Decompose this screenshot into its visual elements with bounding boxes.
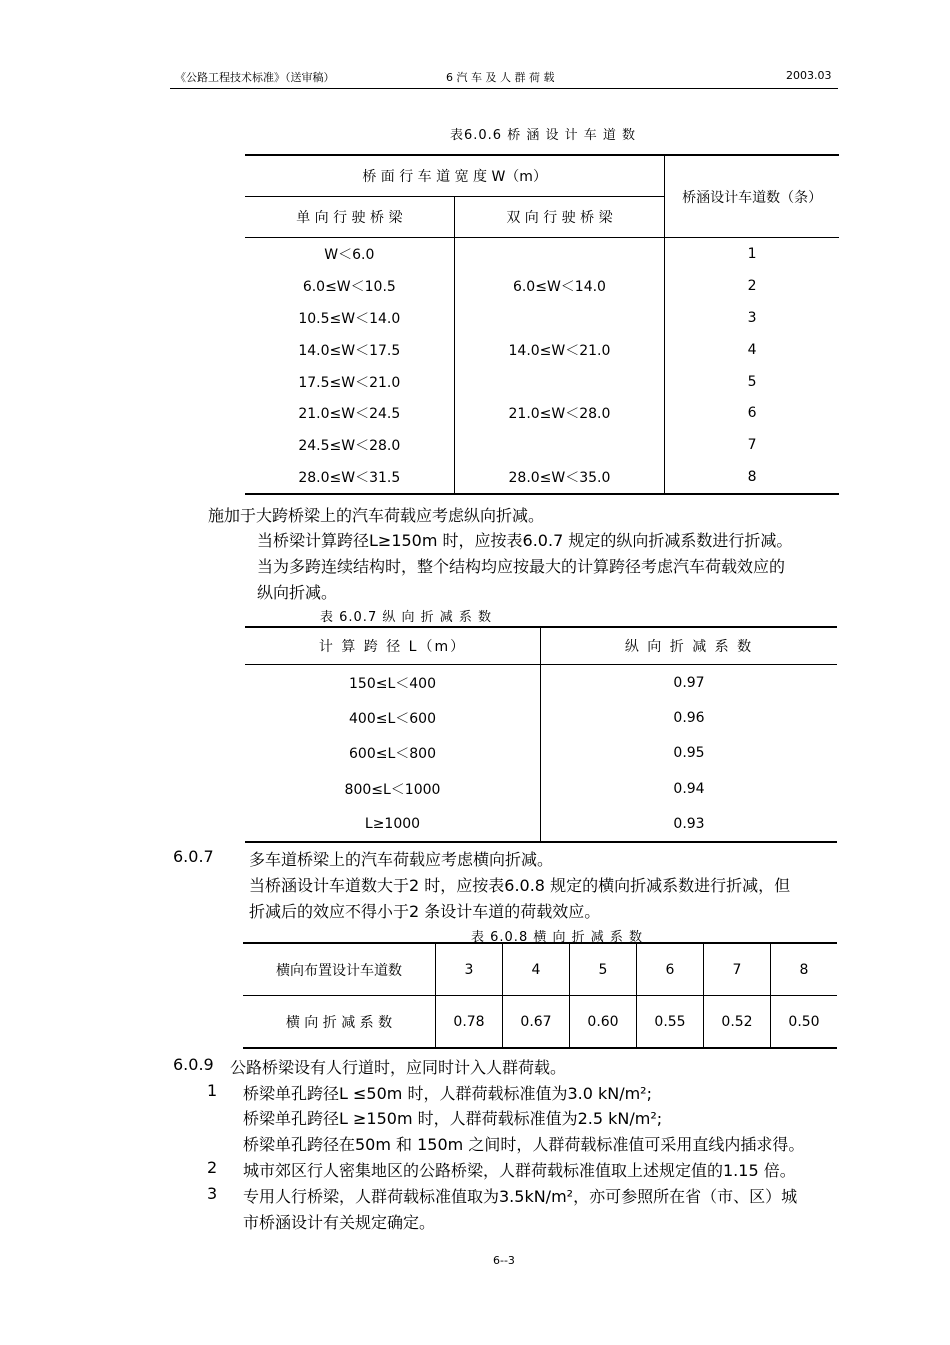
sec609-item1-line3: 桥梁单孔跨径在50m 和 150m 之间时，人群荷载标准值可采用直线内插求得。 [243, 1135, 805, 1154]
t606-double: 6.0≤W＜14.0 [454, 270, 665, 302]
t608-lane: 8 [771, 943, 838, 996]
t608-label-coef: 横 向 折 减 系 数 [285, 1014, 393, 1031]
t606-lanes: 7 [747, 437, 757, 454]
t606-single: 21.0≤W＜24.5 [245, 397, 454, 429]
t607-coef: 0.97 [673, 674, 705, 691]
t606-single: 17.5≤W＜21.0 [245, 366, 454, 398]
sec609-title: 公路桥梁设有人行道时，应同时计入人群荷载。 [230, 1058, 567, 1077]
sec609-item1-num: 1 [207, 1081, 218, 1100]
t607-span: 150≤L＜400 [245, 665, 541, 701]
t607-coef: 0.94 [673, 780, 705, 797]
t606-double [454, 238, 665, 270]
t607-span: 800≤L＜1000 [245, 771, 541, 806]
t606-single: 10.5≤W＜14.0 [245, 302, 454, 334]
sec609-item3-num: 3 [207, 1184, 218, 1203]
t606-lanes: 6 [747, 405, 757, 422]
t606-single: 14.0≤W＜17.5 [245, 334, 454, 366]
header-rule [170, 88, 838, 89]
t607-coef: 0.93 [673, 815, 705, 832]
t606-double: 28.0≤W＜35.0 [454, 461, 665, 494]
t606-lanes: 3 [747, 309, 757, 326]
sec609-item2-num: 2 [207, 1158, 218, 1177]
t607-span: 600≤L＜800 [245, 736, 541, 771]
table-606-caption: 表6.0.6 桥 涵 设 计 车 道 数 [450, 128, 637, 143]
sec609-item2-line1: 城市郊区行人密集地区的公路桥梁，人群荷载标准值取上述规定值的1.15 倍。 [243, 1161, 796, 1180]
t606-lanes: 4 [747, 341, 757, 358]
table-607 [245, 626, 837, 843]
t606-double: 21.0≤W＜28.0 [454, 397, 665, 429]
t607-header-span: 计 算 跨 径 L（m） [245, 627, 541, 665]
t606-single: 6.0≤W＜10.5 [245, 270, 454, 302]
t606-lanes: 2 [747, 277, 757, 294]
t608-lane: 7 [704, 943, 771, 996]
t606-header-double: 双 向 行 驶 桥 梁 [454, 197, 665, 238]
table-608 [243, 942, 837, 1049]
t607-coef: 0.96 [673, 709, 705, 726]
t606-header-width: 桥 面 行 车 道 宽 度 W（m） [245, 155, 665, 197]
sec609-item1-line1: 桥梁单孔跨径L ≤50m 时，人群荷载标准值为3.0 kN/m²; [243, 1084, 652, 1103]
header-left: 《公路工程技术标准》（送审稿） [175, 71, 335, 84]
t608-coef: 0.52 [704, 996, 771, 1049]
t606-lanes: 5 [747, 373, 757, 390]
sec607-line1: 多车道桥梁上的汽车荷载应考虑横向折减。 [249, 850, 554, 869]
t608-lane: 3 [436, 943, 503, 996]
t607-span: L≥1000 [245, 806, 541, 842]
t608-coef: 0.50 [771, 996, 838, 1049]
t606-double [454, 302, 665, 334]
t607-coef: 0.95 [673, 745, 705, 762]
page-number: 6--3 [493, 1254, 515, 1267]
sec607-number: 6.0.7 [173, 847, 214, 866]
t606-double: 14.0≤W＜21.0 [454, 334, 665, 366]
para1-line2: 当桥梁计算跨径L≥150m 时，应按表6.0.7 规定的纵向折减系数进行折减。 [257, 531, 793, 550]
t606-single: W＜6.0 [245, 238, 454, 270]
sec607-line3: 折减后的效应不得小于2 条设计车道的荷载效应。 [249, 902, 601, 921]
t608-coef: 0.55 [637, 996, 704, 1049]
t606-lanes: 1 [747, 245, 757, 262]
sec609-item3-line1: 专用人行桥梁，人群荷载标准值取为3.5kN/m²，亦可参照所在省（市、区）城 [243, 1187, 798, 1206]
t608-coef: 0.67 [503, 996, 570, 1049]
table-607-caption: 表 6.0.7 纵 向 折 减 系 数 [320, 610, 493, 625]
t608-lane: 5 [570, 943, 637, 996]
t608-label-lanes: 横向布置设计车道数 [243, 943, 436, 996]
sec609-number: 6.0.9 [173, 1055, 214, 1074]
para1-line1: 施加于大跨桥梁上的汽车荷载应考虑纵向折减。 [208, 506, 545, 525]
t608-lane: 4 [503, 943, 570, 996]
header-center: 6 汽 车 及 人 群 荷 载 [446, 71, 555, 84]
t606-lanes: 8 [747, 469, 757, 486]
header-right: 2003.03 [786, 69, 832, 82]
t606-header-lanes: 桥涵设计车道数（条） [665, 155, 839, 238]
sec607-line2: 当桥涵设计车道数大于2 时，应按表6.0.8 规定的横向折减系数进行折减，但 [249, 876, 791, 895]
table-608-caption: 表 6.0.8 横 向 折 减 系 数 [471, 930, 644, 945]
para1-line3: 当为多跨连续结构时，整个结构均应按最大的计算跨径考虑汽车荷载效应的 [257, 557, 786, 576]
t608-coef: 0.60 [570, 996, 637, 1049]
t607-span: 400≤L＜600 [245, 700, 541, 735]
t608-coef: 0.78 [436, 996, 503, 1049]
t606-double [454, 429, 665, 461]
t607-header-coef: 纵 向 折 减 系 数 [541, 627, 838, 665]
para1-line4: 纵向折减。 [257, 583, 338, 602]
sec609-item3-line2: 市桥涵设计有关规定确定。 [243, 1213, 436, 1232]
table-606 [245, 154, 839, 495]
t606-double [454, 366, 665, 398]
t606-header-single: 单 向 行 驶 桥 梁 [245, 197, 454, 238]
t608-lane: 6 [637, 943, 704, 996]
t606-single: 24.5≤W＜28.0 [245, 429, 454, 461]
sec609-item1-line2: 桥梁单孔跨径L ≥150m 时，人群荷载标准值为2.5 kN/m²; [243, 1109, 663, 1128]
t606-single: 28.0≤W＜31.5 [245, 461, 454, 494]
